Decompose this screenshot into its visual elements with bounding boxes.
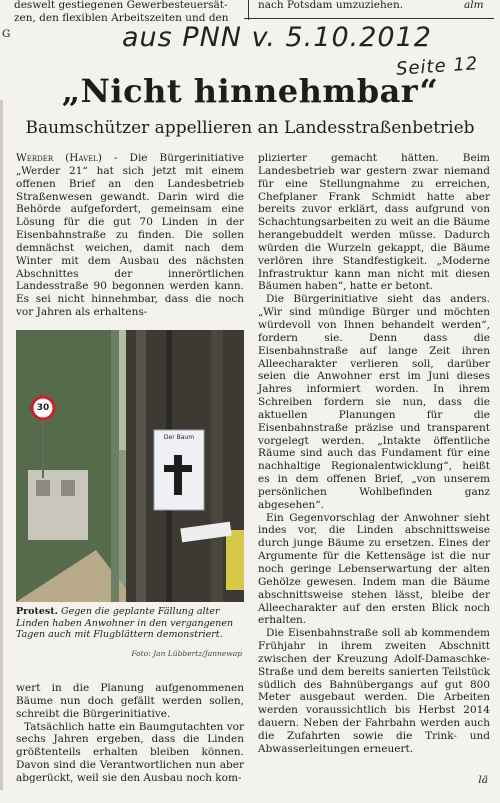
dateline: Werder (Havel)	[16, 152, 103, 164]
poster-text: Der Baum	[163, 434, 195, 441]
paragraph: Ein Gegenvorschlag der Anwohner sieht indes vor, die Linden abschnittsweise durch junge Bäume zu ersetzen. Eines der Argumente für die Kettensäge ist die nur noch geringe Lebenserwartung der alten Gehölze gewesen. Indem man die Bäume abschnittsweise stehen lässt, bleibe der Alleecharakter auf den ersten Blick noch erhalten.	[258, 511, 490, 627]
column-2	[258, 152, 490, 756]
fragment-top-right: nach Potsdam umzuziehen.	[258, 0, 404, 11]
box-rule-top	[244, 18, 494, 19]
handwritten-page: Seite 12	[395, 53, 479, 80]
column-rule-top	[248, 0, 249, 20]
fragment-top-left: deswelt gestiegenen Gewerbesteuersät-	[14, 0, 228, 11]
paragraph: Die Eisenbahnstraße soll ab kommendem Frühjahr in ihrem zweiten Abschnitt zwischen der Kreuzung Adolf-Damaschke-Straße und dem bereits sanierten Teilstück südlich des Bahnübergangs auf gut 800 Meter ausgebaut werden. Die Arbeiten werden voraussichtlich bis Herbst 2014 dauern. Neben der Fahrbahn werden auch die Zufahrten sowie die Trink- und Abwasserleitungen erneuert.	[258, 627, 490, 755]
tree-with-poster-illustration	[16, 330, 244, 602]
paragraph: plizierter gemacht hätten. Beim Landesbetrieb war gestern zwar niemand für eine Stellungnahme zu erreichen, Chefplaner Frank Schmidt hatte aber bereits zuvor erklärt, dass aufgrund von Schachtungsarbeiten zu weit an die Bäume herangebuddelt werden müsse. Dadurch würden die Wurzeln gekappt, die Bäume verlören ihre Standfestigkeit. „Moderne Infrastruktur kann man nicht mit diesen Bäumen haben“, hatte er betont.	[258, 152, 490, 293]
handwritten-source: aus PNN v. 5.10.2012	[122, 22, 432, 53]
caption-lead: Protest.	[16, 606, 58, 617]
paragraph: Tatsächlich hatte ein Baumgutachten vor sechs Jahren ergeben, dass die Linden größtenteils erhalten bleiben können. Davon sind die Verantwortlichen nun aber abgerückt, weil sie den Ausbau noch kom-	[16, 720, 244, 784]
subheadline: Baumschützer appellieren an Landesstraßenbetrieb	[25, 118, 475, 138]
column-1-bottom	[16, 682, 244, 785]
caption-text: Gegen die geplante Fällung alter Linden haben Anwohner in den vergangenen Tagen auch mit Flugblättern demonstriert.	[16, 606, 234, 640]
column-1-top	[16, 152, 244, 319]
paragraph: wert in die Planung aufgenommenen Bäume nun doch gefällt werden sollen, schreibt die Bürgerinitiative.	[16, 682, 244, 720]
scan-edge	[0, 100, 3, 790]
article-photo	[16, 330, 244, 602]
fragment-top-right-2: alm	[464, 0, 484, 11]
lead-paragraph: - Die Bürgerinitiative „Werder 21“ hat sich jetzt mit einem offenen Brief an den Landesbetrieb Straßenwesen gewandt. Darin wird die Behörde aufgefordert, gemeinsam eine Lösung für die gut 70 Linden in der Eisenbahnstraße zu finden. Die sollen demnächst weichen, damit nach dem Winter mit dem Ausbau des nächsten Abschnittes der innerörtlichen Landesstraße 90 begonnen werden kann. Es sei nicht hinnehmbar, dass die noch vor Jahren als erhaltens-	[16, 152, 244, 319]
fragment-edge-letter: G	[2, 28, 11, 40]
fragment-top-left-2: zen, den flexiblen Arbeitszeiten und den	[14, 12, 229, 24]
photo-credit: Foto: Jan Lübbertz/Jannewap	[131, 649, 242, 658]
headline: „Nicht hinnehmbar“	[61, 72, 439, 110]
photo-caption	[16, 606, 242, 641]
speed-limit-sign: 30	[36, 403, 50, 413]
paragraph: Die Bürgerinitiative sieht das anders. „Wir sind mündige Bürger und möchten würdevoll von Ihnen behandelt werden“, fordern sie. Denn dass die Eisenbahnstraße auf lange Zeit ihren Alleecharakter verlieren soll, darüber seien die Anwohner erst im Juni dieses Jahres informiert worden. In ihrem Schreiben fordern sie nun, dass die aktuellen Planungen für die Eisenbahnstraße präzise und transparent vorgelegt werden. „Intakte öffentliche Räume sind auch das Fundament für eine nachhaltige Regionalentwicklung“, heißt es in dem offenen Brief, „von unserem persönlichen Wohlbefinden ganz abgesehen“.	[258, 293, 490, 511]
author-signature: lä	[478, 774, 488, 786]
